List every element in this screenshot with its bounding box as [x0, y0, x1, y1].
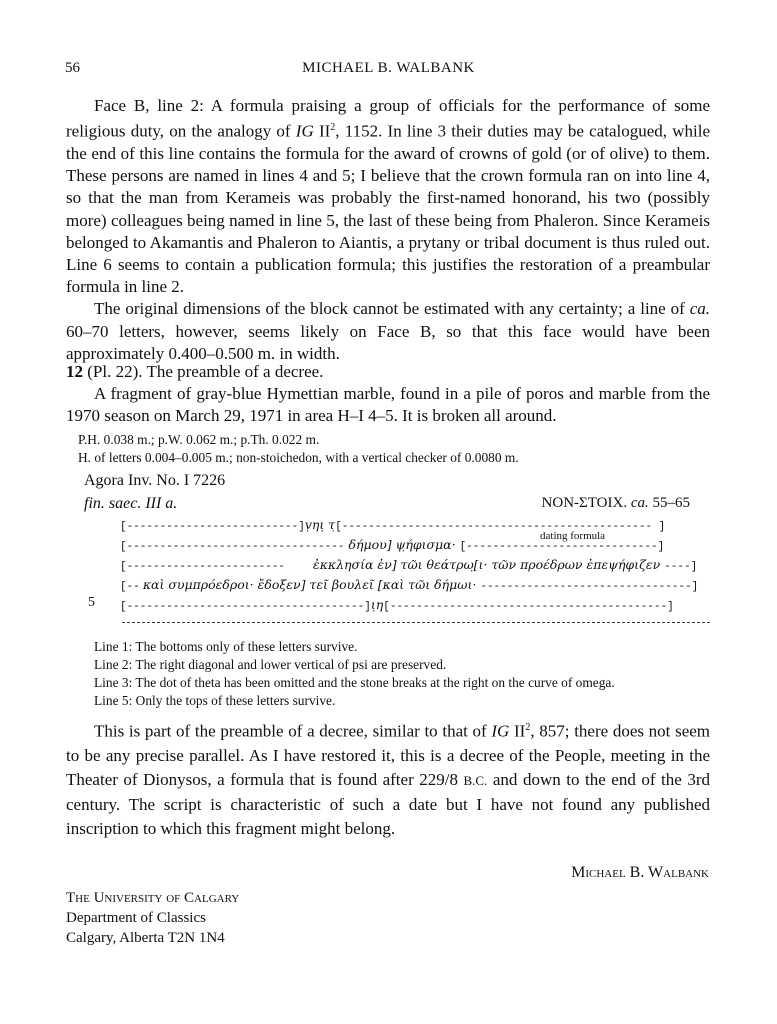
entry-number: 12: [66, 362, 83, 381]
page-number: 56: [65, 60, 80, 76]
inscription-bottom-rule: [122, 622, 710, 623]
inscription-line-3: [------------------------ ἐκκλησία ἐν] τῶι θεάτρω̣[ι· τῶν προέδρων ἐπεψήφιζεν ----]: [120, 557, 698, 573]
note-line-1: Line 1: The bottoms only of these letters survive.: [94, 639, 358, 654]
entry-description: A fragment of gray-blue Hymettian marble, found in a pile of poros and marble from the 1970 season on March 29, 1971 in area H–I 4–5. It is broken all around.: [66, 384, 710, 426]
entry-letters: H. of letters 0.004–0.005 m.; non-stoichedon, with a vertical checker of 0.0080 m.: [78, 449, 519, 465]
dating-formula-label: dating formula: [540, 530, 606, 542]
inscription-block: [66, 516, 710, 626]
apparatus-notes: [66, 638, 710, 710]
department: Department of Classics: [66, 910, 206, 926]
inscription-line-1: [--------------------------]ṿηι̣ τ̣[----------------------------------------------- ]: [120, 517, 666, 533]
entry-section: [66, 361, 710, 467]
institution: The University of Calgary: [66, 890, 240, 906]
note-line-2: Line 2: The right diagonal and lower vertical of psi are preserved.: [94, 657, 447, 672]
inscription-line-5: 5 [------------------------------------]ι̣η̣[------------------------------------------]: [88, 595, 674, 613]
intro-paragraph-1: Face B, line 2: A formula praising a group of officials for the performance of some religious duty, on the analogy of IG $II^2$, 1152. In line 3 their duties may be catalogued, while the end of this line contains the formula for the award of crowns of gold (or of olive) to them. These persons are named in lines 4 and 5; I believe that the crown formula ran on into line 4, so that the man from Kerameis was probably the first-named honorand, his two (possibly more) colleagues being named in line 5, the last of these being from Phaleron. Since Kerameis belonged to Akamantis and Phaleron to Aiantis, a prytany or tribal document is thus ruled out. Line 6 seems to contain a publication formula; this justifies the restoration of a preambular formula in line 2.: [66, 96, 711, 297]
discussion-paragraph: This is part of the preamble of a decree, similar to that of IG $II^2$, 857; there does not seem to be any precise parallel. As I have restored it, this is a decree of the People, meeting in the Theater of Dionysos, a formula that is found after 229/8 B.C. and down to the end of the 3rd century. The script is characteristic of such a date but I have not found any published inscription to which this fragment might belong.: [66, 721, 711, 838]
address: Calgary, Alberta T2N 1N4: [66, 930, 225, 946]
date-label: fin. saec. III a.: [84, 495, 178, 512]
entry-measurements: P.H. 0.038 m.; p.W. 0.062 m.; p.Th. 0.022 m.: [78, 431, 320, 447]
author-signature: Michael B. Walbank: [571, 864, 709, 881]
running-title: MICHAEL B. WALBANK: [302, 60, 475, 76]
note-line-3: Line 3: The dot of theta has been omitted and the stone breaks at the right on the curve of omega.: [94, 675, 615, 690]
intro-section: [66, 95, 710, 365]
inscription-line-4: [-- καὶ συμπρόεδροι· ἔδοξεν] τεῖ βουλεῖ [καὶ τῶι δήμωι· --------------------------------]: [120, 577, 699, 593]
entry-heading: 12 (Pl. 22). The preamble of a decree.: [66, 362, 324, 381]
style-label: NON-ΣΤΟΙΧ. ca. 55–65: [541, 495, 690, 511]
note-line-4: Line 5: Only the tops of these letters survive.: [94, 693, 336, 708]
inscription-line-2: [--------------------------------- δήμου] ψ̣ήφισμα· [-----------------------------] dating formula: [120, 530, 665, 553]
line-number-5: 5: [88, 595, 95, 610]
intro-paragraph-2: The original dimensions of the block cannot be estimated with any certainty; a line of ca. 60–70 letters, however, seems likely on Face B, so that this face would have been approximately 0.400–0.500 m. in width.: [66, 299, 710, 363]
inventory-row: [66, 472, 710, 496]
inventory-number: Agora Inv. No. I 7226: [84, 472, 226, 489]
discussion-section: [66, 716, 710, 841]
affiliation-block: [66, 888, 239, 948]
